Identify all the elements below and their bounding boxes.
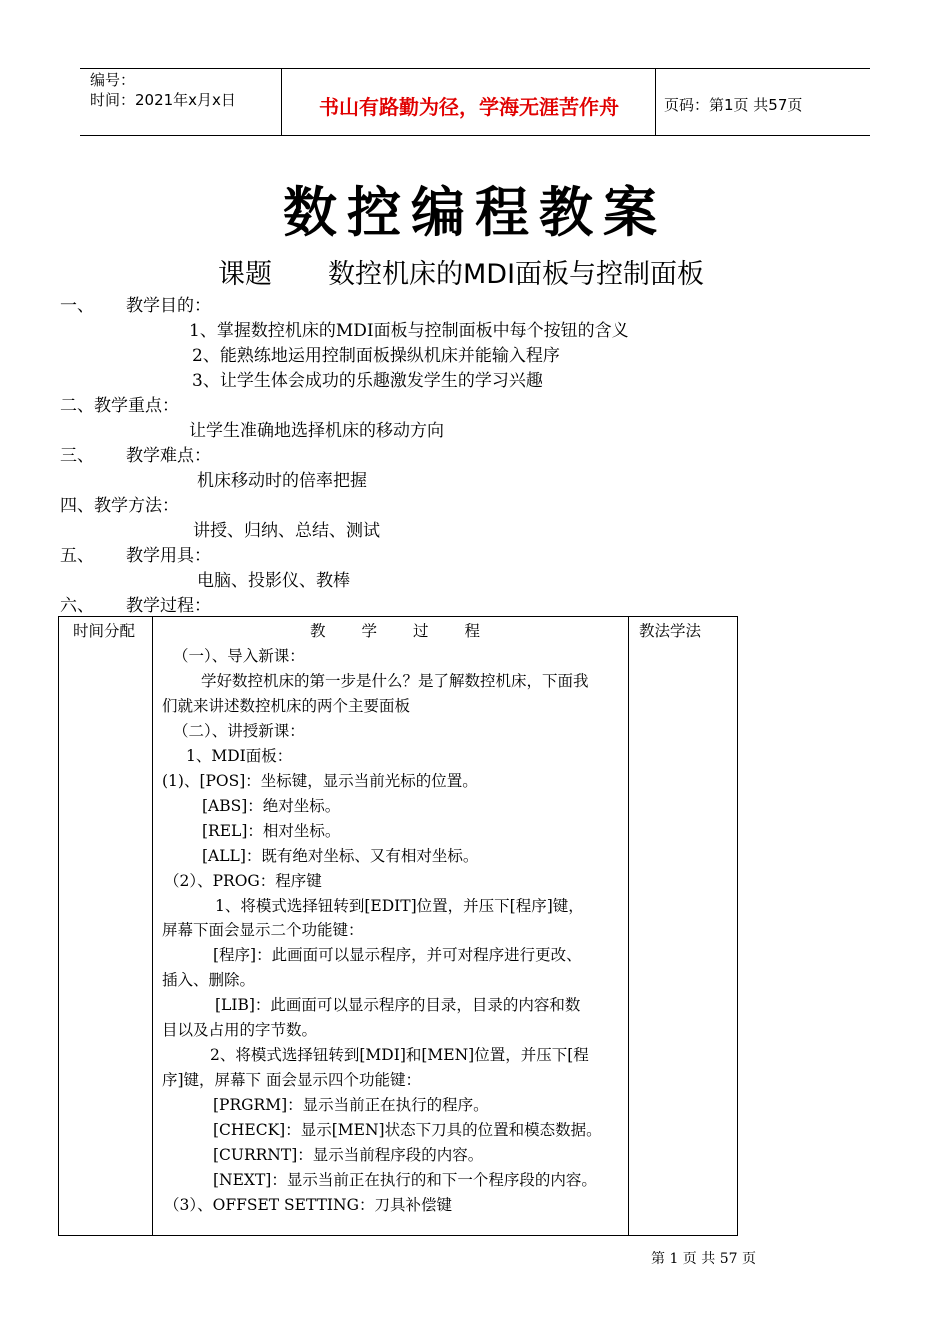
header-motto: 书山有路勤为径，学海无涯苦作舟 [319,95,619,119]
section-5-text: 电脑、投影仪、教棒 [197,571,350,591]
section-5-num: 五、 [60,546,94,566]
process-line: [LIB]：此画面可以显示程序的目录，目录的内容和数 [215,996,581,1014]
section-3-label: 教学难点： [126,446,211,466]
header-page-number: 页码：第1页 共57页 [664,96,803,114]
table-header-process: 教学过程 [310,622,517,640]
process-line: [PRGRM]：显示当前正在执行的程序。 [213,1096,489,1114]
header-top-rule [80,68,870,69]
section-4-label: 四、教学方法： [60,496,179,516]
page-footer: 第 1 页 共 57 页 [651,1251,756,1267]
process-line: （一）、导入新课： [173,647,305,665]
process-line: [CURRNT]：显示当前程序段的内容。 [213,1146,484,1164]
process-line: 序]键，屏幕下 面会显示四个功能键： [162,1071,421,1089]
section-3-text: 机床移动时的倍率把握 [197,471,367,491]
section-1-num: 一、 [60,296,94,316]
section-1-label: 教学目的： [126,296,211,316]
process-line: 学好数控机床的第一步是什么？是了解数控机床，下面我 [201,672,589,690]
header-divider-left [281,68,282,135]
section-6-label: 教学过程： [126,596,211,616]
process-line: [ABS]：绝对坐标。 [202,797,341,815]
process-line: （2）、PROG：程序键 [164,872,322,890]
process-line: 们就来讲述数控机床的两个主要面板 [162,697,411,715]
process-line: [NEXT]：显示当前正在执行的和下一个程序段的内容。 [213,1171,597,1189]
process-line: 插入、删除。 [162,971,256,989]
objective-item: 1、掌握数控机床的MDI面板与控制面板中每个按钮的含义 [189,321,629,341]
process-line: [CHECK]：显示[MEN]状态下刀具的位置和模态数据。 [213,1121,602,1139]
table-header-time: 时间分配 [73,622,136,640]
section-6-num: 六、 [60,596,94,616]
section-2-label: 二、教学重点： [60,396,179,416]
process-line: 2、将模式选择钮转到[MDI]和[MEN]位置，并压下[程 [210,1046,589,1064]
number-label: 编号： [90,71,136,89]
time-label: 时间：2021年x月x日 [90,91,236,109]
section-5-label: 教学用具： [126,546,211,566]
process-line: [程序]：此画面可以显示程序，并可对程序进行更改、 [213,946,582,964]
process-line: (1)、[POS]：坐标键，显示当前光标的位置。 [162,772,478,790]
subject-topic: 数控机床的MDI面板与控制面板 [328,259,705,290]
table-header-method: 教法学法 [639,622,702,640]
header-bottom-rule [80,135,870,136]
process-line: 目以及占用的字节数。 [162,1021,318,1039]
document-title: 数控编程教案 [283,180,667,244]
process-line: [ALL]：既有绝对坐标、又有相对坐标。 [202,847,479,865]
table-col-divider [628,616,629,1236]
section-2-text: 让学生准确地选择机床的移动方向 [189,421,444,441]
process-line: （二）、讲授新课： [173,722,305,740]
section-4-text: 讲授、归纳、总结、测试 [193,521,380,541]
header-divider-right [655,68,656,135]
objective-item: 3、让学生体会成功的乐趣激发学生的学习兴趣 [192,371,543,391]
section-3-num: 三、 [60,446,94,466]
header-info [90,70,236,110]
subject-line [218,252,704,291]
subject-label: 课题 [218,259,272,290]
process-line: 1、MDI面板： [186,747,293,765]
process-line: [REL]：相对坐标。 [202,822,341,840]
process-line: （3）、OFFSET SETTING：刀具补偿键 [164,1196,452,1214]
objective-item: 2、能熟练地运用控制面板操纵机床并能输入程序 [192,346,560,366]
process-line: 屏幕下面会显示二个功能键： [162,921,364,939]
table-col-divider [152,616,153,1236]
process-line: 1、将模式选择钮转到[EDIT]位置，并压下[程序]键， [215,897,584,915]
